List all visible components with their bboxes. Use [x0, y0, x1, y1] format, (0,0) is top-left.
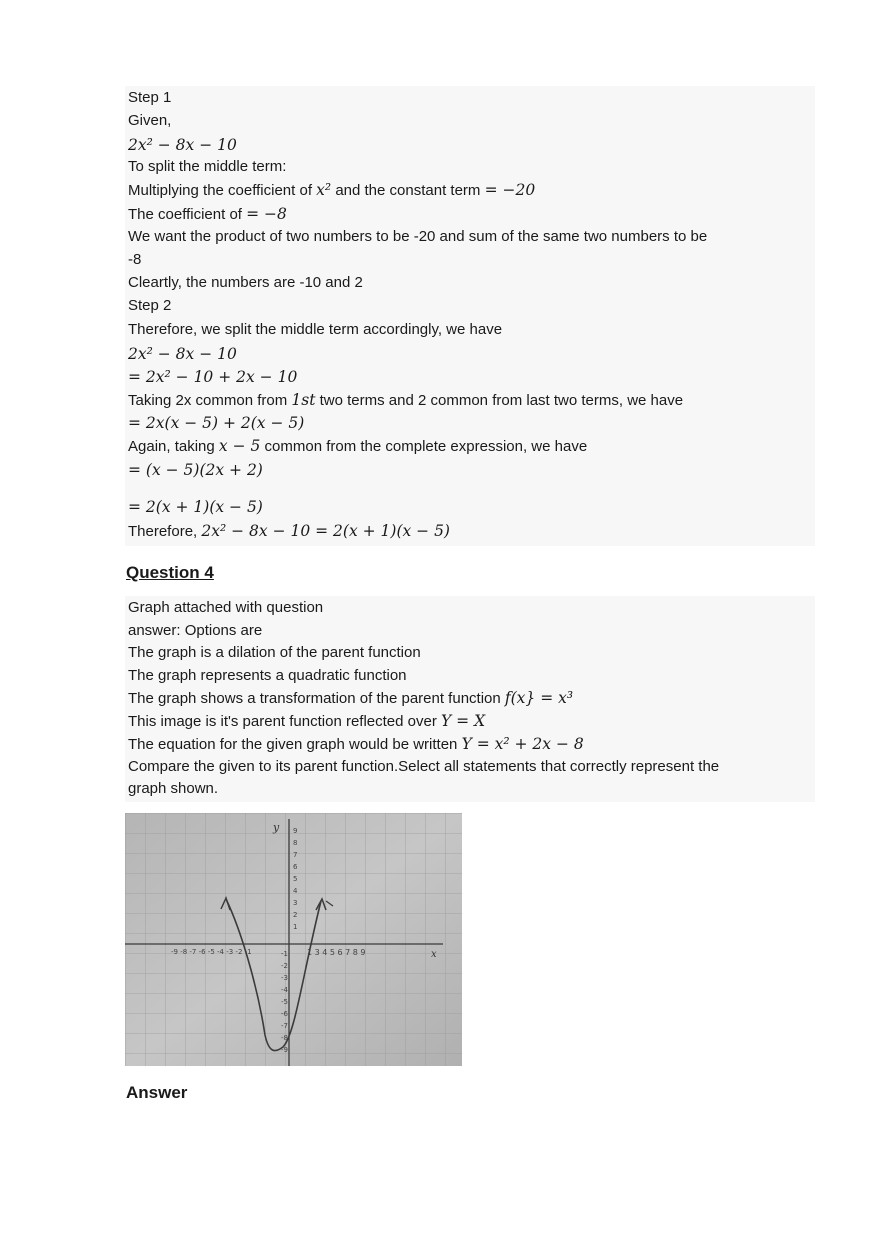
y-tick-label-positive: 5 — [293, 875, 298, 883]
step2-title: Step 2 — [128, 297, 172, 314]
split-label: To split the middle term: — [128, 158, 287, 175]
given-expression: 2x² − 8x − 10 — [128, 136, 237, 154]
y-tick-label-negative: -9 — [281, 1046, 288, 1054]
q4-line-1: Graph attached with question — [128, 599, 324, 616]
expression-1: 2x² − 8x − 10 — [128, 345, 237, 363]
q4-line-2: answer: Options are — [128, 622, 263, 639]
y-axis-label: y — [273, 821, 280, 834]
question-4-heading: Question 4 — [126, 563, 214, 582]
therefore-line: Therefore, 2x² − 8x − 10 = 2(x + 1)(x − 5) — [128, 522, 450, 540]
answer-heading: Answer — [126, 1083, 188, 1102]
again-line: Again, taking x − 5 common from the complete expression, we have — [128, 437, 588, 455]
y-tick-label-negative: -3 — [281, 974, 288, 982]
y-tick-label-positive: 3 — [293, 899, 298, 907]
y-tick-label-positive: 7 — [293, 851, 298, 859]
q4-option-reflected: This image is it's parent function reflected over Y = X — [128, 712, 486, 730]
y-tick-label-positive: 2 — [293, 911, 298, 919]
expression-3: = 2x(x − 5) + 2(x − 5) — [128, 414, 305, 432]
q4-option-transformation: The graph shows a transformation of the parent function f(x} = x³ — [128, 689, 574, 707]
y-tick-label-negative: -2 — [281, 962, 288, 970]
q4-instruction-2: graph shown. — [128, 780, 219, 797]
q4-instruction-1: Compare the given to its parent function.Select all statements that correctly represent the — [128, 758, 720, 775]
expression-2: = 2x² − 10 + 2x − 10 — [128, 368, 298, 386]
multiply-line: Multiplying the coefficient of x² and the constant term = −20 — [128, 181, 536, 199]
split-accordingly: Therefore, we split the middle term accordingly, we have — [128, 321, 503, 338]
y-tick-label-negative: -6 — [281, 1010, 288, 1018]
y-tick-label-positive: 4 — [293, 887, 298, 895]
y-tick-label-negative: -7 — [281, 1022, 288, 1030]
y-tick-label-negative: -5 — [281, 998, 288, 1006]
y-tick-label-positive: 9 — [293, 827, 298, 835]
x-axis-label: x — [431, 949, 437, 960]
want-line-1: We want the product of two numbers to be -20 and sum of the same two numbers to be — [128, 228, 708, 245]
step1-title: Step 1 — [128, 89, 172, 106]
x-tick-labels-positive: 1 3 4 5 6 7 8 9 — [307, 948, 366, 957]
given-label: Given, — [128, 112, 172, 129]
graph-svg — [125, 813, 462, 1066]
y-tick-label-positive: 6 — [293, 863, 298, 871]
want-line-2: -8 — [128, 251, 142, 268]
q4-option-quadratic: The graph represents a quadratic function — [128, 667, 407, 684]
q4-option-equation: The equation for the given graph would be written Y = x² + 2x − 8 — [128, 735, 584, 753]
y-tick-label-positive: 1 — [293, 923, 298, 931]
expression-4: = (x − 5)(2x + 2) — [128, 461, 263, 479]
coefficient-line: The coefficient of = −8 — [128, 205, 287, 223]
y-tick-label-negative: -4 — [281, 986, 288, 994]
clearly-line: Cleartly, the numbers are -10 and 2 — [128, 274, 363, 291]
taking-line: Taking 2x common from 1st two terms and 2 common from last two terms, we have — [128, 391, 684, 409]
y-tick-label-negative: -1 — [281, 950, 288, 958]
q4-option-dilation: The graph is a dilation of the parent function — [128, 644, 421, 661]
expression-5: = 2(x + 1)(x − 5) — [128, 498, 263, 516]
graph-photo — [125, 813, 462, 1066]
x-tick-labels-negative: -9 -8 -7 -6 -5 -4 -3 -2 -1 — [171, 948, 252, 956]
y-tick-label-negative: -8 — [281, 1034, 288, 1042]
y-tick-label-positive: 8 — [293, 839, 298, 847]
